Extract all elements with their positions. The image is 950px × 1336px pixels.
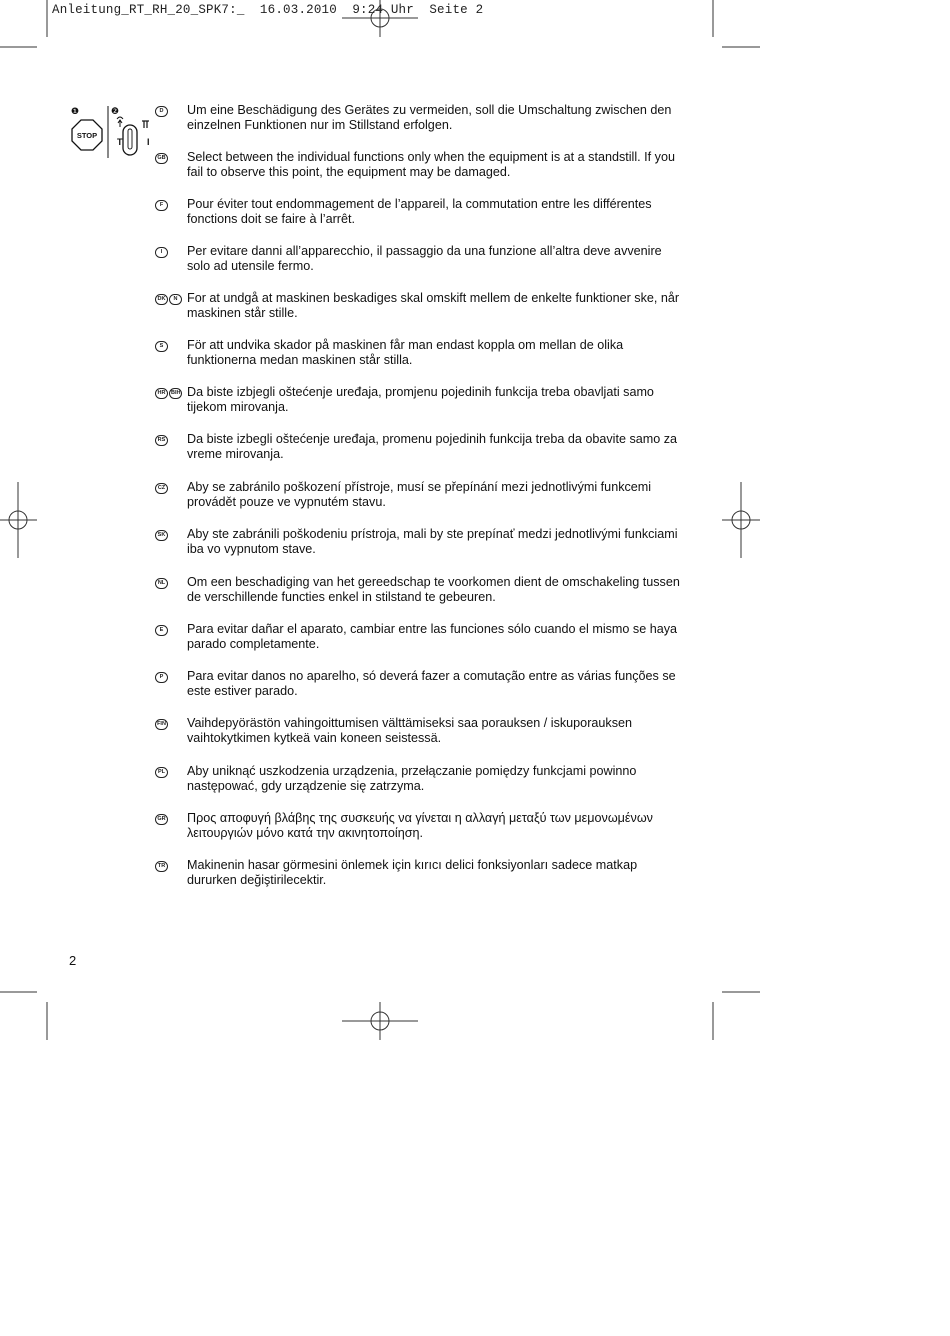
language-code-badge: NL <box>155 578 168 589</box>
instruction-text: For at undgå at maskinen beskadiges skal omskift mellem de enkelte funktioner ske, når maskinen står stille. <box>187 291 680 320</box>
language-code-badges <box>155 530 168 541</box>
instruction-text: Select between the individual functions only when the equipment is at a standstill. If you fail to observe this point, the equipment may be damaged. <box>187 150 675 179</box>
page-number: 2 <box>69 953 77 968</box>
language-code-badges <box>155 294 182 305</box>
instruction-text: Para evitar dañar el aparato, cambiar entre las funciones sólo cuando el mismo se haya parado completamente. <box>187 622 678 651</box>
instruction-text: Pour éviter tout endommagement de l’appareil, la commutation entre les différentes fonctions doit se faire à l’arrêt. <box>187 197 652 226</box>
switch-diagram <box>66 103 158 161</box>
language-code-badge: PL <box>155 767 168 778</box>
hammer-drill-icon <box>117 117 123 127</box>
language-code-badges <box>155 341 168 352</box>
language-code-badges <box>155 388 182 399</box>
instruction-text: Προς αποφυγή βλάβης της συσκευής να γίνεται η αλλαγή μεταξύ των μεμονωμένων λειτουργιών μόνο κατά την ακινητοποίηση. <box>187 811 653 840</box>
language-code-badges <box>155 483 168 494</box>
language-code-badge: I <box>155 247 168 258</box>
print-header: Anleitung_RT_RH_20_SPK7:_ 16.03.2010 9:24 Uhr Seite 2 <box>52 3 484 17</box>
language-code-badge: F <box>155 200 168 211</box>
language-code-badge: E <box>155 625 168 636</box>
language-code-badges <box>155 247 168 258</box>
instruction-text: Aby uniknąć uszkodzenia urządzenia, przełączanie pomiędzy funkcjami powinno następować, gdy urządzenie się zatrzyma. <box>187 764 637 793</box>
language-code-badges <box>155 672 168 683</box>
instruction-text: För att undvika skador på maskinen får man endast koppla om mellan de olika funktionerna medan maskinen står stilla. <box>187 338 624 367</box>
stop-sign-text: STOP <box>76 131 98 140</box>
instruction-text: Om een beschadiging van het gereedschap te voorkomen dient de omschakeling tussen de verschillende functies enkel in stilstand te gebeuren. <box>187 575 680 604</box>
language-code-badges <box>155 767 168 778</box>
language-code-badge: GB <box>155 153 168 164</box>
language-code-badges <box>155 200 168 211</box>
language-code-badge: S <box>155 341 168 352</box>
language-code-badges <box>155 153 168 164</box>
mode-left-label: T <box>117 137 123 147</box>
language-code-badge: P <box>155 672 168 683</box>
instruction-text: Um eine Beschädigung des Gerätes zu vermeiden, soll die Umschaltung zwischen den einzelnen Funktionen nur im Stillstand erfolgen. <box>187 103 672 132</box>
language-code-badge: D <box>155 106 168 117</box>
language-code-badges <box>155 814 168 825</box>
instruction-text: Da biste izbegli oštećenje uređaja, promenu pojedinih funkcija treba da obavite samo za vreme mirovanja. <box>187 432 678 461</box>
instruction-text: Makinenin hasar görmesini önlemek için kırıcı delici fonksiyonları sadece matkap dururken değiştirilecektir. <box>187 858 638 887</box>
instruction-text: Vaihdepyörästön vahingoittumisen välttämiseksi saa porauksen / iskuporauksen vaihtokytkimen kytkeä vain koneen seistessä. <box>187 716 632 745</box>
language-code-badges <box>155 625 168 636</box>
language-code-badges <box>155 578 168 589</box>
instruction-text: Aby ste zabránili poškodeniu prístroja, mali by ste prepínať medzi jednotlivými funkciami iba vo vypnutom stave. <box>187 527 678 556</box>
drill-icon <box>142 121 149 128</box>
language-code-badge: HR <box>155 388 168 399</box>
language-code-badge: TR <box>155 861 168 872</box>
language-code-badges <box>155 435 168 446</box>
language-code-badge: BIH <box>169 388 182 399</box>
language-code-badges <box>155 719 168 730</box>
language-code-badge: RS <box>155 435 168 446</box>
instruction-text: Para evitar danos no aparelho, só deverá fazer a comutação entre as várias funções se este estiver parado. <box>187 669 676 698</box>
switch-figure <box>66 103 158 161</box>
language-code-badge: FIN <box>155 719 168 730</box>
step-label-1: ❶ <box>71 107 80 117</box>
step-label-2: ❷ <box>111 107 120 117</box>
mode-right-label: I <box>147 137 150 147</box>
language-code-badge: N <box>169 294 182 305</box>
instruction-text: Aby se zabránilo poškození přístroje, musí se přepínání mezi jednotlivými funkcemi provádět pouze ve vypnutém stavu. <box>187 480 652 509</box>
language-code-badge: SK <box>155 530 168 541</box>
language-code-badge: DK <box>155 294 168 305</box>
language-code-badges <box>155 106 168 117</box>
instruction-text: Da biste izbjegli oštećenje uređaja, promjenu pojedinih funkcija treba obavljati samo tijekom mirovanja. <box>187 385 654 414</box>
language-code-badges <box>155 861 168 872</box>
language-code-badge: GR <box>155 814 168 825</box>
instruction-text: Per evitare danni all’apparecchio, il passaggio da una funzione all’altra deve avvenire solo ad utensile fermo. <box>187 244 662 273</box>
language-code-badge: CZ <box>155 483 168 494</box>
